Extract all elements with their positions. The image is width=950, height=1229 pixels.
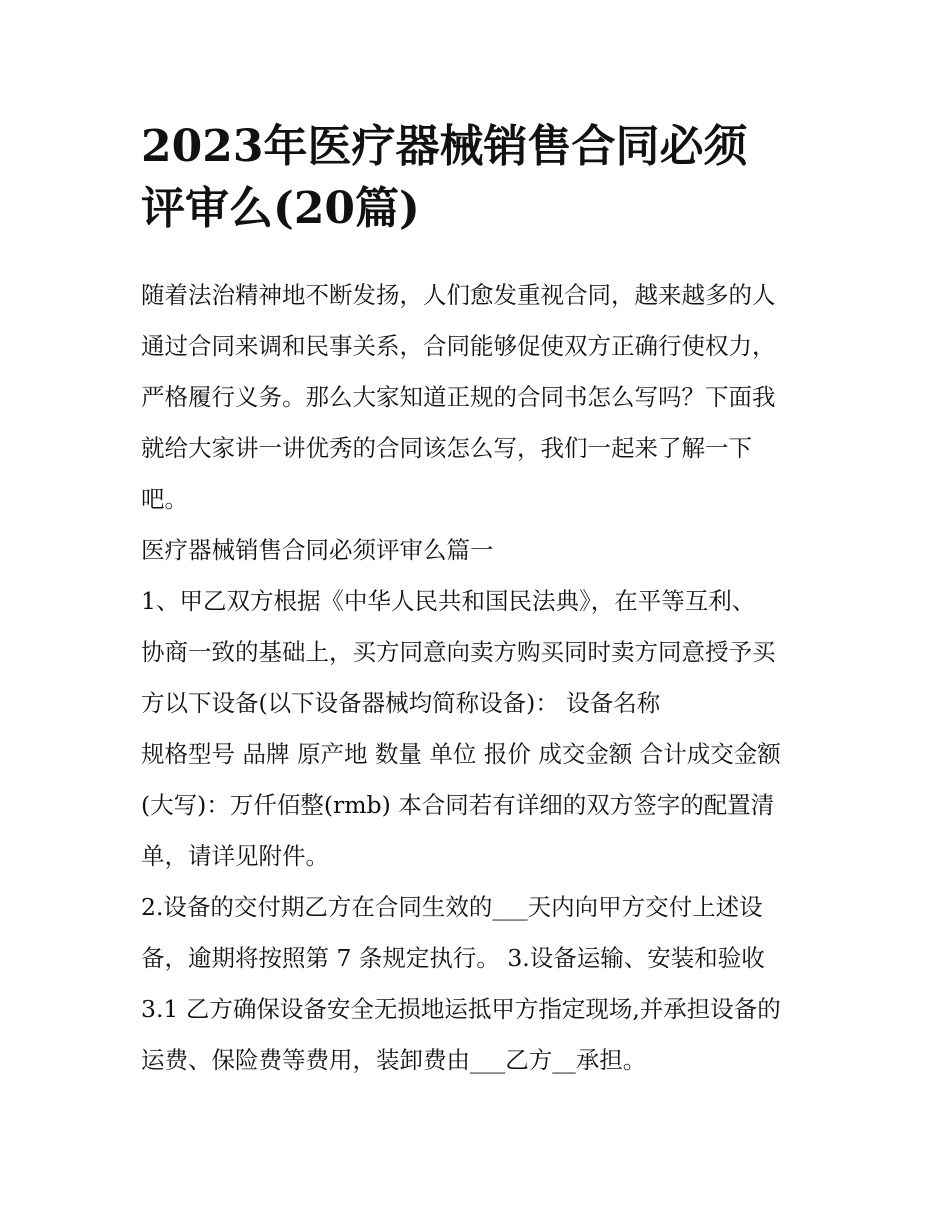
text-line: 方以下设备(以下设备器械均简称设备)： 设备名称 xyxy=(141,689,661,717)
text-line: 就给大家讲一讲优秀的合同该怎么写，我们一起来了解一下 xyxy=(141,434,752,462)
text-line: 运费、保险费等费用，装卸费由___乙方__承担。 xyxy=(141,1046,647,1074)
text-line: 单，请详见附件。 xyxy=(141,842,329,870)
text-line: 吧。 xyxy=(141,485,188,513)
text-line: 医疗器械销售合同必须评审么篇一 xyxy=(141,536,494,564)
document-title xyxy=(141,116,821,240)
text-line: 备，逾期将按照第 7 条规定执行。 3.设备运输、安装和验收 xyxy=(141,944,765,972)
text-line: 协商一致的基础上，买方同意向卖方购买同时卖方同意授予买 xyxy=(141,638,776,666)
title-line: 2023年医疗器械销售合同必须 xyxy=(141,121,748,172)
text-line: 规格型号 品牌 原产地 数量 单位 报价 成交金额 合计成交金额 xyxy=(141,740,781,768)
intro-paragraph xyxy=(141,270,821,525)
text-line: 3.1 乙方确保设备安全无损地运抵甲方指定现场,并承担设备的 xyxy=(141,995,781,1023)
document-body xyxy=(141,270,821,1086)
clause-paragraph xyxy=(141,576,821,882)
document-page xyxy=(141,116,821,1086)
title-line: 评审么(20篇) xyxy=(141,183,420,234)
section-heading xyxy=(141,525,821,576)
text-line: 随着法治精神地不断发扬，人们愈发重视合同，越来越多的人 xyxy=(141,281,776,309)
text-line: 2.设备的交付期乙方在合同生效的___天内向甲方交付上述设 xyxy=(141,893,763,921)
text-line: (大写)：万仟佰整(rmb) 本合同若有详细的双方签字的配置清 xyxy=(141,791,775,819)
clause-paragraph xyxy=(141,882,821,1086)
text-line: 严格履行义务。那么大家知道正规的合同书怎么写吗？下面我 xyxy=(141,383,776,411)
text-line: 通过合同来调和民事关系，合同能够促使双方正确行使权力， xyxy=(141,332,776,360)
text-line: 1、甲乙双方根据《中华人民共和国民法典》，在平等互利、 xyxy=(141,587,756,615)
